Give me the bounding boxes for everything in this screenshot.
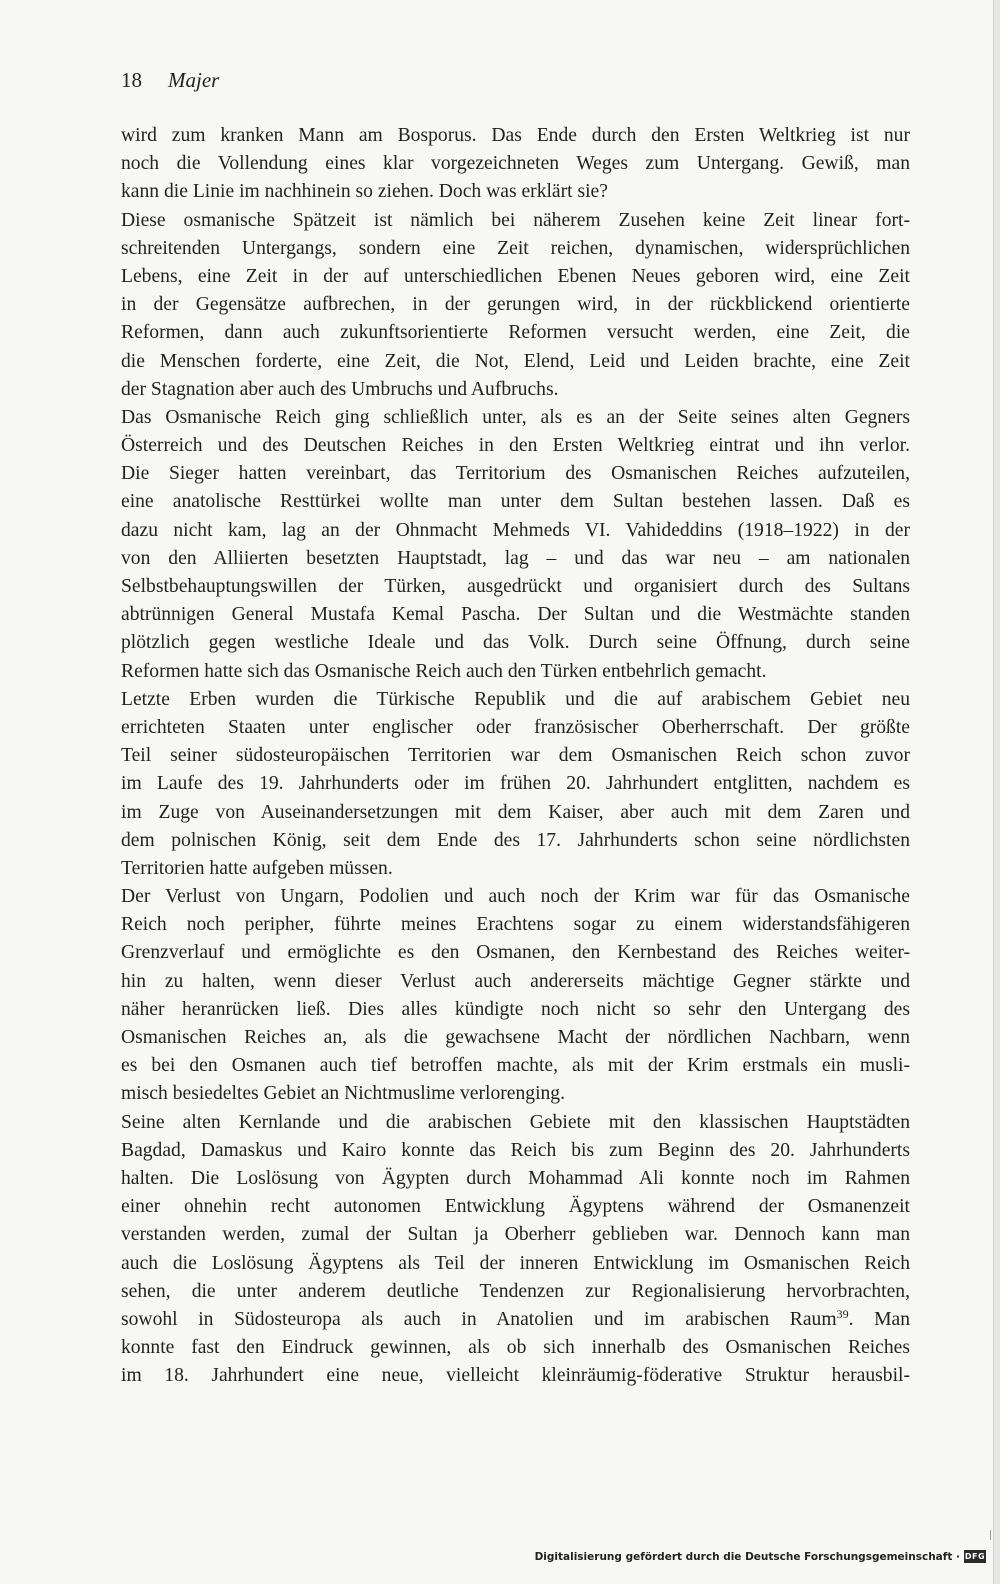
text-line: [121, 122, 910, 150]
running-head-author: Majer: [168, 68, 220, 92]
text-line-content: Das Osmanische Reich ging schließlich unter, als es an der Seite seines alten Gegners: [121, 406, 910, 428]
text-line: [121, 686, 910, 714]
text-line-content: konnte fast den Eindruck gewinnen, als ob sich innerhalb des Osmanischen Reiches: [121, 1337, 910, 1359]
text-line: [121, 601, 910, 629]
text-line-content: halten. Die Loslösung von Ägypten durch Mohammad Ali konnte noch im Rahmen: [121, 1167, 910, 1189]
text-line-content: Die Sieger hatten vereinbart, das Territorium des Osmanischen Reiches aufzuteilen,: [121, 463, 910, 485]
text-line-content: errichteten Staaten unter englischer oder französischer Oberherrschaft. Der größte: [121, 716, 910, 738]
text-line: [121, 348, 910, 376]
text-line: [121, 432, 910, 460]
text-line: [121, 968, 910, 996]
text-line: [121, 460, 910, 488]
text-line: [121, 404, 910, 432]
text-line-content: misch besiedeltes Gebiet an Nichtmuslime verlorenging.: [121, 1083, 566, 1105]
text-line-content: Seine alten Kernlande und die arabischen Gebiete mit den klassischen Hauptstädten: [121, 1111, 910, 1133]
text-line: [121, 1165, 910, 1193]
text-line-content: sowohl in Südosteuropa als auch in Anatolien und im arabischen Raum: [121, 1308, 837, 1330]
text-line: [121, 1221, 910, 1249]
text-line: [121, 263, 910, 291]
text-line-content: verstanden werden, zumal der Sultan ja Oberherr geblieben war. Dennoch kann man: [121, 1224, 910, 1246]
text-line: [121, 629, 910, 657]
dfg-logo-icon: DFG: [964, 1552, 986, 1561]
text-line: [121, 799, 910, 827]
text-line-content: es bei den Osmanen auch tief betroffen machte, als mit der Krim erstmals ein musli-: [121, 1055, 910, 1077]
text-line-content: kann die Linie im nachhinein so ziehen. Doch was erklärt sie?: [121, 181, 608, 203]
text-line: [121, 178, 910, 206]
text-line: [121, 1052, 910, 1080]
text-line-content: Lebens, eine Zeit in der auf unterschiedlichen Ebenen Neues geboren wird, eine Zeit: [121, 265, 910, 287]
text-line-content: Bagdad, Damaskus und Kairo konnte das Reich bis zum Beginn des 20. Jahrhunderts: [121, 1139, 910, 1161]
text-line: [121, 770, 910, 798]
text-line: [121, 545, 910, 573]
text-line-content: eine anatolische Resttürkei wollte man unter dem Sultan bestehen lassen. Daß es: [121, 491, 910, 513]
text-line-content: dem polnischen König, seit dem Ende des 17. Jahrhunderts schon seine nördlichsten: [121, 829, 910, 851]
text-line-content: in der Gegensätze aufbrechen, in der gerungen wird, in der rückblickend orientierte: [121, 294, 910, 316]
text-line-content: noch die Vollendung eines klar vorgezeichneten Weges zum Untergang. Gewiß, man: [121, 153, 910, 175]
text-line-content: auch die Loslösung Ägyptens als Teil der inneren Entwicklung im Osmanischen Reich: [121, 1252, 910, 1274]
text-line-content: plötzlich gegen westliche Ideale und das Volk. Durch seine Öffnung, durch seine: [121, 632, 910, 654]
text-line: [121, 742, 910, 770]
text-line: [121, 1334, 910, 1362]
text-line: [121, 939, 910, 967]
text-line: [121, 376, 910, 404]
text-line-content: im Laufe des 19. Jahrhunderts oder im frühen 20. Jahrhundert entglitten, nachdem es: [121, 773, 910, 795]
text-line: [121, 1080, 910, 1108]
text-line-content: die Menschen forderte, eine Zeit, die Not, Elend, Leid und Leiden brachte, eine Zeit: [121, 350, 910, 372]
text-line: [121, 319, 910, 347]
text-line-content: näher heranrücken ließ. Dies alles kündigte noch nicht so sehr den Untergang des: [121, 998, 910, 1020]
text-line-content: von den Alliierten besetzten Hauptstadt, lag – und das war neu – am nationalen: [121, 547, 910, 569]
text-line-content: wird zum kranken Mann am Bosporus. Das Ende durch den Ersten Weltkrieg ist nur: [121, 125, 910, 146]
text-line: [121, 235, 910, 263]
text-line: [121, 291, 910, 319]
text-line: [121, 207, 910, 235]
text-line-content: Reich noch peripher, führte meines Erachtens sogar zu einem widerstandsfähigeren: [121, 914, 910, 936]
text-line: [121, 1137, 910, 1165]
footnote-reference: 39: [836, 1306, 849, 1321]
text-line: [121, 488, 910, 516]
text-line: [121, 573, 910, 601]
text-line: [121, 1024, 910, 1052]
text-line-content: Diese osmanische Spätzeit ist nämlich bei näherem Zusehen keine Zeit linear fort-: [121, 209, 910, 231]
text-line: [121, 1306, 910, 1334]
text-line: [121, 658, 910, 686]
text-line: [121, 855, 910, 883]
text-line-content: schreitenden Untergangs, sondern eine Zeit reichen, dynamischen, widersprüchlichen: [121, 237, 910, 259]
text-line: [121, 714, 910, 742]
text-line: [121, 1250, 910, 1278]
text-line-content: hin zu halten, wenn dieser Verlust auch andererseits mächtige Gegner stärkte und: [121, 970, 910, 992]
text-line-content: Grenzverlauf und ermöglichte es den Osmanen, den Kernbestand des Reiches weiter-: [121, 942, 910, 964]
text-line-content: Osmanischen Reiches an, als die gewachsene Macht der nördlichen Nachbarn, wenn: [121, 1027, 910, 1048]
text-line-content: Letzte Erben wurden die Türkische Republik und die auf arabischem Gebiet neu: [121, 688, 910, 710]
text-line: [121, 911, 910, 939]
text-line: [121, 517, 910, 545]
text-line-content: Der Verlust von Ungarn, Podolien und auch noch der Krim war für das Osmanische: [121, 886, 910, 908]
text-line-content: abtrünnigen General Mustafa Kemal Pascha. Der Sultan und die Westmächte standen: [121, 604, 910, 626]
text-line-content: sehen, die unter anderem deutliche Tendenzen zur Regionalisierung hervorbrachten,: [121, 1280, 910, 1302]
footer-text: Digitalisierung gefördert durch die Deutsche Forschungsgemeinschaft ·: [534, 1550, 960, 1563]
text-line-content: Territorien hatte aufgeben müssen.: [121, 857, 393, 879]
body-text: [121, 122, 910, 1390]
text-line-content: Reformen, dann auch zukunftsorientierte Reformen versucht werden, eine Zeit, die: [121, 322, 910, 344]
text-line-content: einer ohnehin recht autonomen Entwicklung Ägyptens während der Osmanenzeit: [121, 1196, 910, 1218]
text-line: [121, 1193, 910, 1221]
page-number: 18: [121, 68, 142, 92]
text-line-content: Reformen hatte sich das Osmanische Reich auch den Türken entbehrlich gemacht.: [121, 660, 767, 682]
text-line: [121, 1362, 910, 1390]
text-line-content: im Zuge von Auseinandersetzungen mit dem Kaiser, aber auch mit dem Zaren und: [121, 801, 910, 823]
text-line-content: dazu nicht kam, lag an der Ohnmacht Mehmeds VI. Vahideddins (1918–1922) in der: [121, 519, 910, 541]
running-head: [121, 68, 219, 93]
digitization-footer: [535, 1550, 986, 1563]
text-line: [121, 996, 910, 1024]
text-line-content: Österreich und des Deutschen Reiches in den Ersten Weltkrieg eintrat und ihn verlor.: [121, 435, 910, 457]
text-line-content: der Stagnation aber auch des Umbruchs und Aufbruchs.: [121, 378, 559, 400]
text-line-tail: . Man: [848, 1308, 910, 1330]
text-line: [121, 883, 910, 911]
text-line-content: Selbstbehauptungswillen der Türken, ausgedrückt und organisiert durch des Sultans: [121, 576, 910, 597]
text-line-content: im 18. Jahrhundert eine neue, vielleicht kleinräumig-föderative Struktur herausbil-: [121, 1365, 910, 1387]
text-line: [121, 1109, 910, 1137]
text-line-content: Teil seiner südosteuropäischen Territorien war dem Osmanischen Reich schon zuvor: [121, 745, 910, 767]
text-line: [121, 150, 910, 178]
scan-mark: [990, 1530, 991, 1540]
text-line: [121, 1278, 910, 1306]
page-edge: [993, 0, 1000, 1584]
text-line: [121, 827, 910, 855]
